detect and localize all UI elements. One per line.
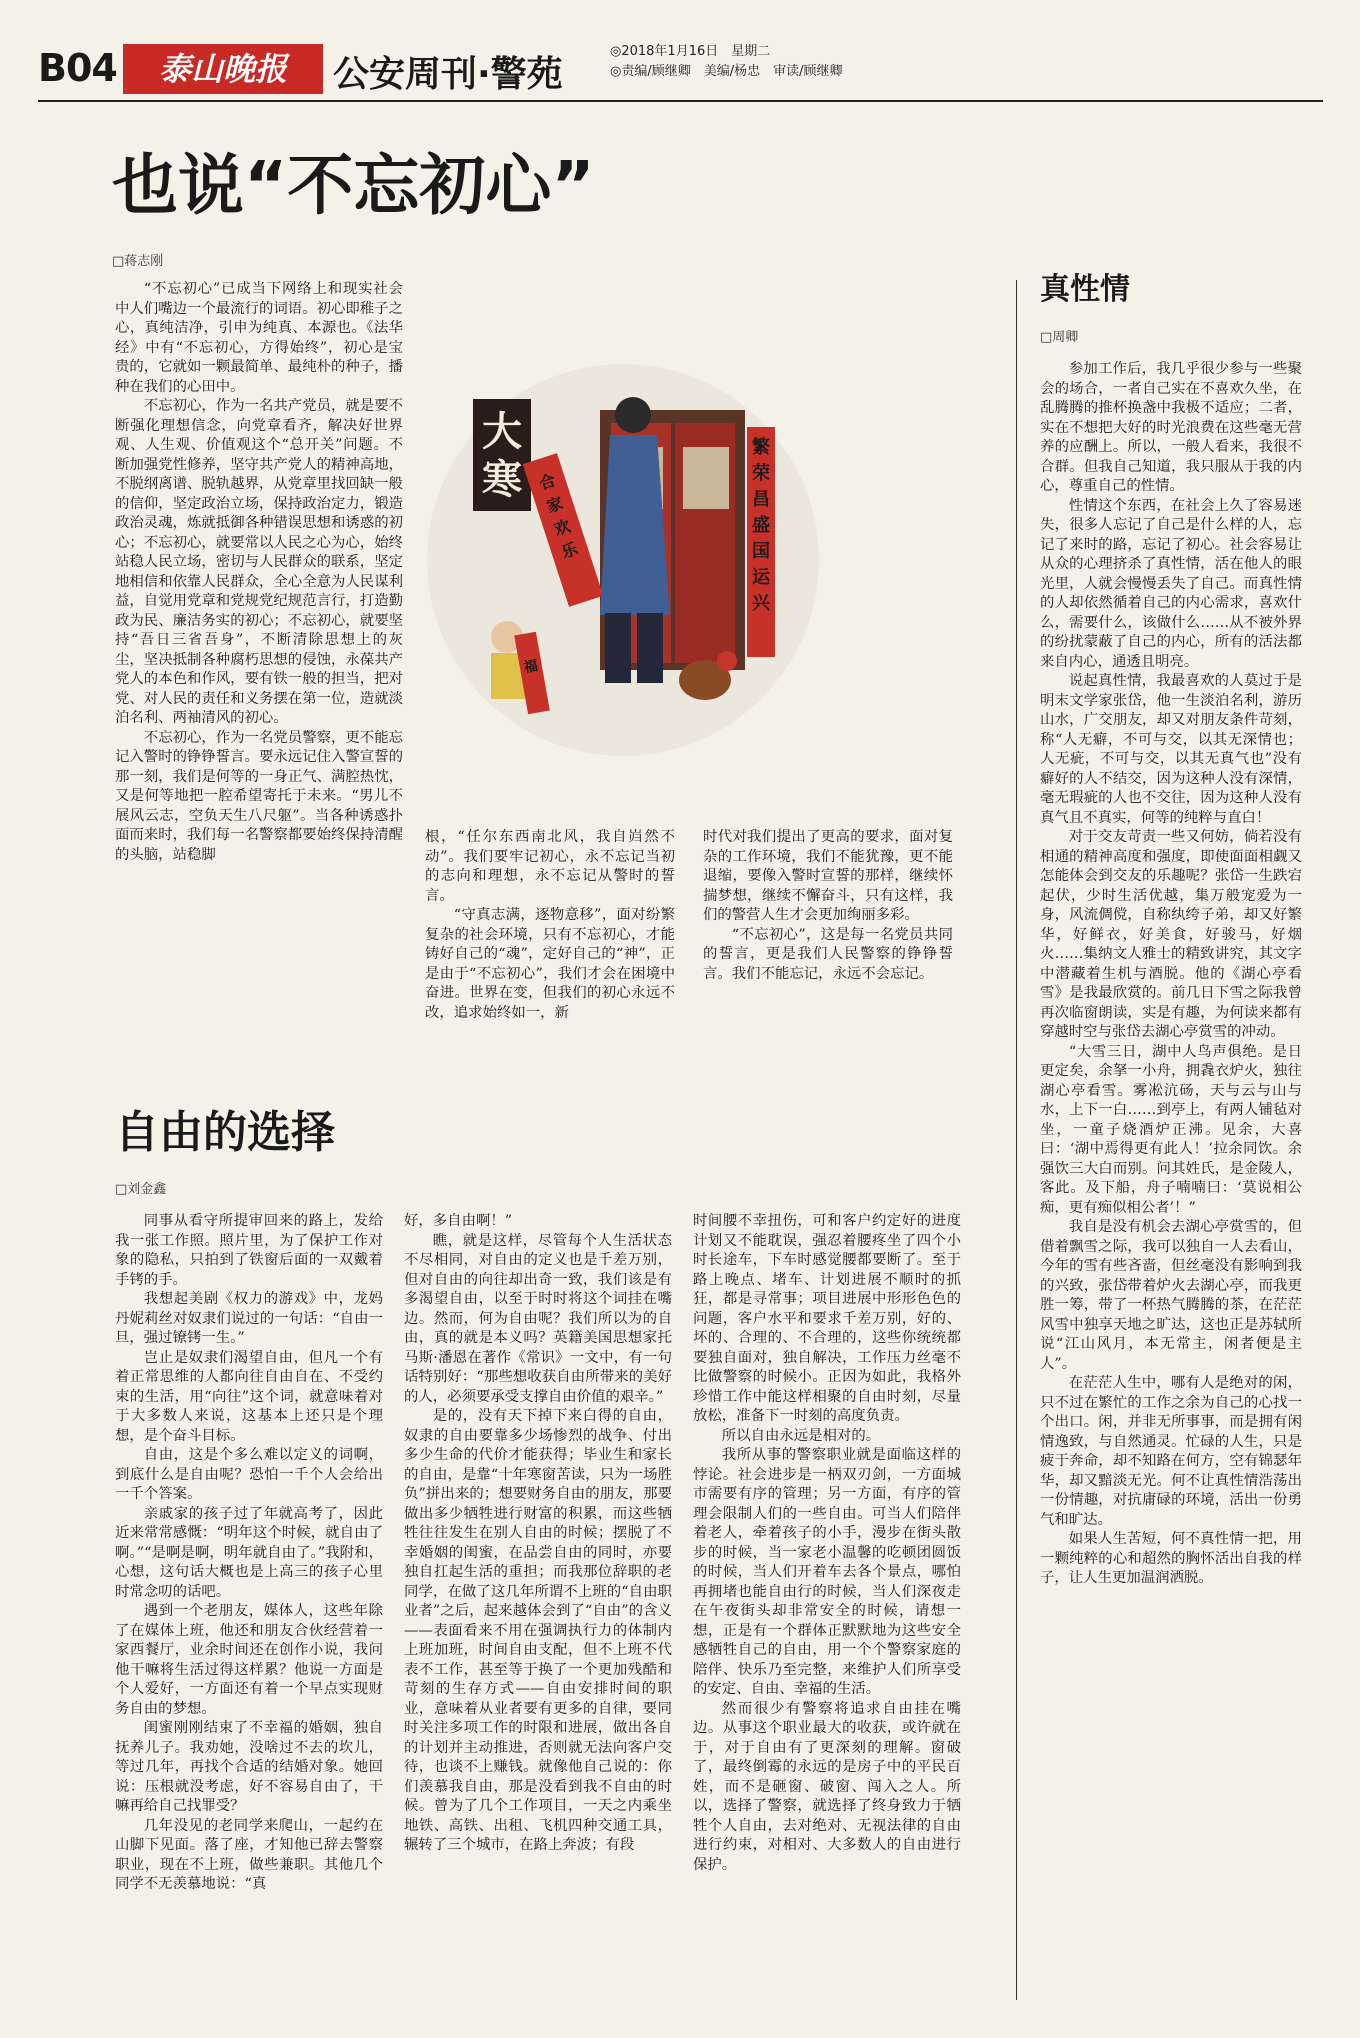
paragraph: 我自是没有机会去湖心亭赏雪的，但借着飘雪之际，我可以独自一人去看山，今年的雪有些吝啬，但丝毫没有影响到我的兴致，张岱带着炉火去湖心亭，而我更胜一筹，带了一杯热气腾腾的茶，在茫茫风雪中独享天地之旷达，这也正是苏轼所说“江山风月，本无常主，闲者便是主人”。 [1040, 1219, 1302, 1372]
paragraph: 好，多自由啊！” [404, 1213, 513, 1229]
issue-date: ◎2018年1月16日 星期二 [610, 44, 771, 59]
paragraph: 是的，没有天下掉下来白得的自由，奴隶的自由要靠多少场惨烈的战争、付出多少生命的代价才能获得；毕业生和家长的自由，是靠“十年寒窗苦读，只为一场胜负”拼出来的；想要财务自由的朋友，那要做出多少牺牲进行财富的积累，而这些牺牲往往发生在别人自由的时候；摆脱了不幸婚姻的闺蜜，在品尝自由的同时，亦要独自扛起生活的重担；而我那位辞职的老同学，在做了这几年所谓不上班的“自由职业者”之后，起来越体会到了“自由”的含义——表面看来不用在强调执行力的体制内上班加班，时间自由支配，但不上班不代表不工作，甚至等于换了一个更加残酷和苛刻的生存方式——自由安排时间的职业，意味着从业者要有更多的自律，要同时关注多项工作的时限和进展，做出各自的计划并主动推进，否则就无法向客户交待，也谈不上赚钱。就像他自己说的：你们羡慕我自由，那是没看到我不自由的时候。曾为了几个工作项目，一天之内乘坐地铁、高铁、出租、飞机四种交通工具，辗转了三个城市，在路上奔波；有段 [404, 1408, 672, 1853]
scroll-text: 合家欢乐 [536, 470, 581, 562]
section-title: 公安周刊·警苑 [333, 54, 563, 95]
article2-col1 [115, 1212, 383, 1895]
tag-text: 大寒 [482, 408, 522, 503]
article3-byline: □周卿 [1040, 330, 1079, 345]
paragraph: 闺蜜刚刚结束了不幸福的婚姻，独自抚养儿子。我劝她，没啥过不去的坎儿，等过几年，再找个合适的结婚对象。她回说：压根就没考虑，好不容易自由了，干嘛再给自己找罪受？ [115, 1720, 383, 1814]
article2-byline: □刘金鑫 [115, 1182, 167, 1197]
editor-credits: ◎责编/顾继卿 美编/杨忠 审读/顾继卿 [610, 64, 843, 79]
paragraph: 不忘初心，作为一名共产党员，就是要不断强化理想信念，向党章看齐，解决好世界观、人生观、价值观这个“总开关”问题。不断加强党性修养，坚守共产党人的精神高地，不脱纲离谱、脱轨越界，从党章里找回缺一般的信仰，坚定政治立场，保持政治定力，锻造政治灵魂，炼就抵御各种错误思想和诱惑的初心；不忘初心，就要常以人民之心为心，始终站稳人民立场，密切与人民群众的联系，坚定地相信和依靠人民群众，全心全意为人民谋利益，自觉用党章和党规党纪规范言行，打造勤政为民、廉洁务实的初心；不忘初心，就要坚持“吾日三省吾身”，不断清除思想上的灰尘，坚决抵制各种腐朽思想的侵蚀，永葆共产党人的本色和作风，要有铁一般的担当，把对党、对人民的责任和义务摆在第一位，造就淡泊名利、两袖清风的初心。 [115, 398, 403, 726]
paragraph: 在茫茫人生中，哪有人是绝对的闲，只不过在繁忙的工作之余为自己的心找一个出口。闲，并非无所事事，而是拥有闲情逸致，与自然通灵。忙碌的人生，只是疲于奔命，却不知路在何方，空有锦瑟年华，却又黯淡无光。何不让真性情浩荡出一份情趣，对抗庸碌的环境，活出一份勇气和旷达。 [1040, 1375, 1302, 1528]
paragraph: 我所从事的警察职业就是面临这样的悖论。社会进步是一柄双刃剑，一方面城市需要有序的管理；另一方面，有序的管理会限制人们的一些自由。可当人们陪伴着老人，牵着孩子的小手，漫步在街头散步的时候，当一家老小温馨的吃顿团圆饭的时候，当人们开着车去各个景点，哪怕再拥堵也能自由行的时候，当人们深夜走在午夜街头却非常安全的时候，请想一想，正是有一个群体正默默地为这些安全感牺牲自己的自由，用一个个警察家庭的陪伴、快乐乃至完整，来维护人们所享受的安定、自由、幸福的生活。 [693, 1447, 961, 1697]
couplet-text: 繁荣昌盛国运兴 [752, 437, 770, 614]
article2-col2 [404, 1212, 672, 1856]
paragraph: “不忘初心”，这是每一名党员共同的誓言，更是我们人民警察的铮铮誓言。我们不能忘记，永远不会忘记。 [703, 926, 953, 982]
paragraph: 所以自由永远是相对的。 [721, 1427, 881, 1444]
paragraph: 说起真性情，我最喜欢的人莫过于是明末文学家张岱，他一生淡泊名利，游历山水，广交朋友，却又对朋友条件苛刻，称“人无癖，不可与交，以其无深情也；人无疵，不可与交，以其无真气也”没有癖好的人不结交，因为这种人没有深情，毫无瑕疵的人也不交往，因为这种人没有真气且不真实，何等的纯粹与直白！ [1040, 673, 1302, 826]
article1-col3 [703, 828, 953, 984]
paper-logo: 泰山晚报 [123, 44, 323, 94]
paragraph: 岂止是奴隶们渴望自由，但凡一个有着正常思维的人都向往自由自在、不受约束的生活，用“向往”这个词，就意味着对于大多数人来说，这基本上还只是个理想，是个奋斗目标。 [115, 1349, 383, 1444]
article2-title: 自由的选择 [115, 1107, 335, 1158]
paragraph: 性情这个东西，在社会上久了容易迷失，很多人忘记了自己是什么样的人，忘记了来时的路，忘记了初心。社会容易让从众的心理挤杀了真性情，活在他人的眼光里，人就会慢慢丢失了自己。而真性情的人却依然循着自己的内心需求，喜欢什么，需要什么，该做什么……从不被外界的纷扰蒙蔽了自己的内心，所有的活法都来自内心，通透且明亮。 [1040, 497, 1302, 670]
paragraph: 时间腰不幸扭伤，可和客户约定好的进度计划又不能耽误，强忍着腰疼坐了四个小时长途车，下车时感觉腰都要断了。至于路上晚点、堵车、计划进展不顺时的抓狂，都是寻常事；项目进展中形形色色的问题，客户水平和要求千差万别，好的、坏的、合理的、不合理的，这些你统统都要独自面对，独自解决，工作压力丝毫不比做警察的时候小。正因为如此，我格外珍惜工作中能这样相聚的自由时刻，尽量放松，准备下一时刻的高度负责。 [693, 1213, 961, 1424]
paragraph: 时代对我们提出了更高的要求，面对复杂的工作环境，我们不能犹豫，更不能退缩，要像入警时宣誓的那样，继续怀揣梦想，继续不懈奋斗，只有这样，我们的警营人生才会更加绚丽多彩。 [703, 829, 953, 923]
article1-col2 [425, 828, 675, 1023]
paragraph: 根，“任尔东西南北风，我自岿然不动”。我们要牢记初心，永不忘记当初的志向和理想，永不忘记从警时的誓言。 [425, 829, 675, 904]
paragraph: “大雪三日，湖中人鸟声俱绝。是日更定矣，余拏一小舟，拥毳衣炉火，独往湖心亭看雪。雾凇沆砀，天与云与山与水，上下一白……到亭上，有两人铺毡对坐，一童子烧酒炉正沸。见余，大喜曰：‘湖中焉得更有此人！’拉余同饮。余强饮三大白而别。问其姓氏，是金陵人，客此。及下船，舟子喃喃曰：‘莫说相公痴，更有痴似相公者’！” [1040, 1043, 1302, 1216]
paragraph: 同事从看守所提审回来的路上，发给我一张工作照。照片里，为了保护工作对象的隐私，只拍到了铁窗后面的一双戴着手铐的手。 [115, 1213, 383, 1288]
paragraph: 亲戚家的孩子过了年就高考了，因此近来常常感慨：“明年这个时候，就自由了啊。”“是啊是啊，明年就自由了。”我附和，心想，这句话大概也是上高三的孩子心里时常念叨的话吧。 [115, 1505, 383, 1600]
man-leg-left [605, 613, 631, 683]
header-meta [610, 42, 842, 82]
column-divider [1016, 280, 1017, 2000]
article2-col3 [693, 1212, 961, 1875]
paragraph: 不忘初心，作为一名党员警察，更不能忘记入警时的铮铮誓言。要永远记住入警宣誓的那一刻，我们是何等的一身正气、满腔热忱，又是何等地把一腔希望寄托于未来。“男儿不展风云志，空负天生八尺躯”。当各种诱惑扑面而来时，我们每一名警察都要始终保持清醒的头脑，站稳脚 [115, 729, 403, 863]
man-leg-right [637, 613, 663, 683]
paragraph: 参加工作后，我几乎很少参与一些聚会的场合，一者自己实在不喜欢久坐，在乱腾腾的推杯换盏中我极不适应；二者，实在不想把大好的时光浪费在这些毫无营养的应酬上。所以，一般人看来，我很不合群。但我自己知道，我只服从于我的内心，尊重自己的性情。 [1040, 361, 1302, 494]
man-head [615, 397, 651, 433]
paragraph: 几年没见的老同学来爬山，一起约在山脚下见面。落了座，才知他已辞去警察职业，现在不上班，做些兼职。其他几个同学不无羡慕地说：“真 [115, 1817, 383, 1892]
paragraph: “不忘初心”已成当下网络上和现实社会中人们嘴边一个最流行的词语。初心即稚子之心，真纯洁净，引申为纯真、本源也。《法华经》中有“不忘初心，方得始终”，初心是宝贵的，它就如一颗最简单、最纯朴的种子，播种在我们的心田中。 [115, 281, 403, 395]
paragraph: 瞧，就是这样，尽管每个人生活状态不尽相同，对自由的定义也是千差万别，但对自由的向往却出奇一致，我们该是有多渴望自由，以至于时时将这个词挂在嘴边。然而，何为自由呢？我们所以为的自由，真的就是本义吗？英籍美国思想家托马斯·潘恩在著作《常识》一文中，有一句话特别好：“那些想收获自由所带来的美好的人，必须要承受支撑自由价值的艰辛。” [404, 1232, 672, 1405]
article1-col1 [115, 280, 403, 865]
article1-title: 也说“不忘初心” [112, 147, 595, 224]
paragraph: 然而很少有警察将追求自由挂在嘴边。从事这个职业最大的收获，或许就在于，对于自由有了更深刻的理解。窗破了，最终倒霉的永远的是房子中的平民百姓，而不是砸窗、破窗、闯入之人。所以，选择了警察，就选择了终身致力于牺牲个人自由，去对绝对、无视法律的自由进行约束，对相对、大多数人的自由进行保护。 [693, 1700, 961, 1873]
page-header [38, 40, 1323, 102]
door-god-right [683, 447, 729, 509]
paragraph: “守真志满，逐物意移”，面对纷繁复杂的社会环境，只有不忘初心，才能铸好自己的“魂”，定好自己的“神”，正是由于“不忘初心”，我们才会在困境中奋进。世界在变，但我们的初心永远不改，追求始终如一，新 [425, 907, 675, 1021]
paragraph: 对于交友苛责一些又何妨，倘若没有相通的精神高度和强度，即使面面相觑又怎能体会到交友的乐趣呢？张岱一生跌宕起伏，少时生活优越，集万般宠爱为一身，风流倜傥，自称纨绔子弟，却又好繁华，好鲜衣，好美食，好骏马，好烟火……集纳文人雅士的精致讲究，其文字中潜藏着生机与酒脱。他的《湖心亭看雪》是我最欣赏的。前几日下雪之际我曾再次临窗朗读，实是有趣，为何读来都有穿越时空与张岱去湖心亭赏雪的冲动。 [1040, 829, 1302, 1040]
article1-byline: □蒋志刚 [112, 254, 164, 269]
article3-body [1040, 360, 1302, 1589]
fu-text: 福 [522, 657, 540, 677]
paragraph: 如果人生苦短，何不真性情一把，用一颗纯粹的心和超然的胸怀活出自我的样子，让人生更加温润洒脱。 [1040, 1531, 1302, 1586]
paragraph: 遇到一个老朋友，媒体人，这些年除了在媒体上班，他还和朋友合伙经营着一家西餐厅，业余时间还在创作小说，我问他干嘛将生活过得这样累？他说一方面是个人爱好，一方面还有着一个早点实现财务自由的梦想。 [115, 1603, 383, 1717]
article3-title: 真性情 [1040, 272, 1130, 307]
paragraph: 自由，这是个多么难以定义的词啊，到底什么是自由呢？恐怕一千个人会给出一千个答案。 [115, 1447, 383, 1502]
page-number: B04 [38, 46, 117, 90]
illustration [425, 355, 821, 765]
rooster-head [717, 651, 737, 671]
paragraph: 我想起美剧《权力的游戏》中，龙妈丹妮莉丝对奴隶们说过的一句话：“自由一旦，强过镣铐一生。” [115, 1291, 383, 1346]
